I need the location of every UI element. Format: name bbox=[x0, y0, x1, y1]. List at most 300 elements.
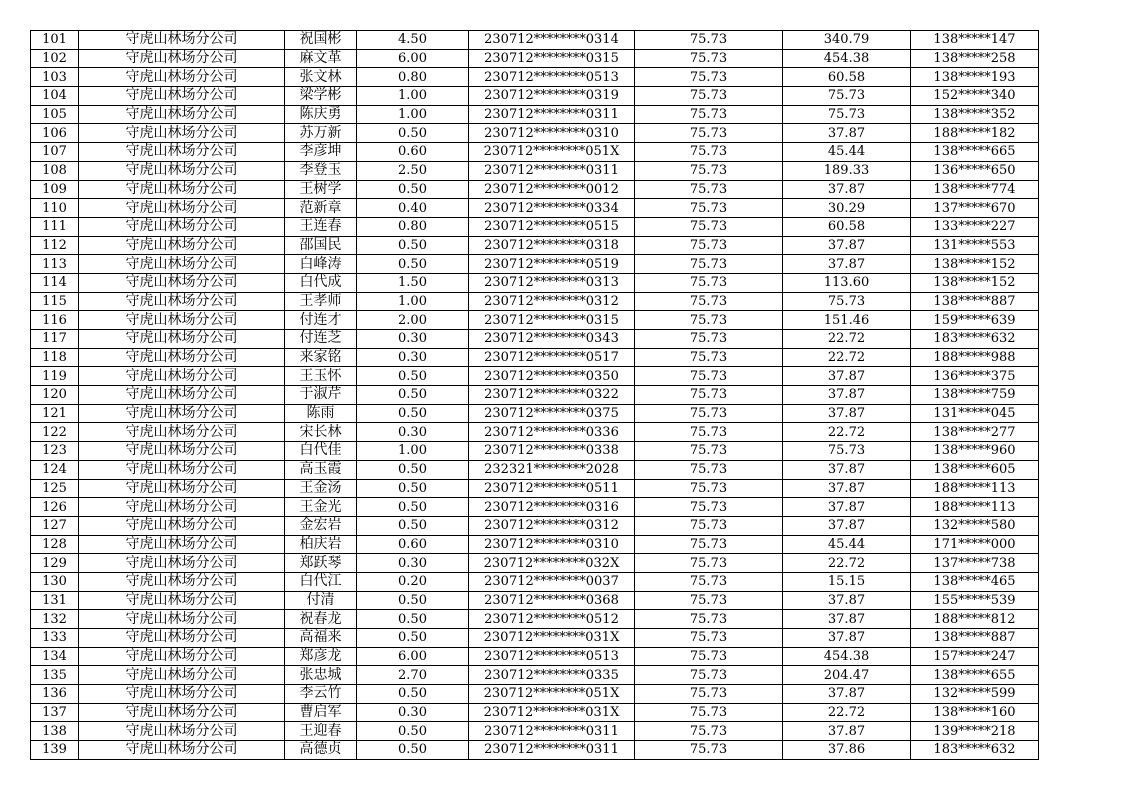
area-cell: 0.50 bbox=[357, 479, 469, 498]
name-cell: 梁学彬 bbox=[285, 87, 357, 106]
table-row bbox=[31, 591, 1039, 610]
area-cell: 0.50 bbox=[357, 629, 469, 648]
amount-cell: 22.72 bbox=[783, 554, 911, 573]
phone-cell: 138*****605 bbox=[911, 460, 1039, 479]
row-number-cell: 135 bbox=[31, 666, 79, 685]
name-cell: 白代江 bbox=[285, 572, 357, 591]
table-row bbox=[31, 722, 1039, 741]
unit-price-cell: 75.73 bbox=[635, 554, 783, 573]
phone-cell: 188*****812 bbox=[911, 610, 1039, 629]
row-number-cell: 132 bbox=[31, 610, 79, 629]
table-row bbox=[31, 572, 1039, 591]
area-cell: 0.50 bbox=[357, 685, 469, 704]
area-cell: 0.50 bbox=[357, 516, 469, 535]
name-cell: 宋长林 bbox=[285, 423, 357, 442]
area-cell: 1.00 bbox=[357, 292, 469, 311]
area-cell: 0.50 bbox=[357, 722, 469, 741]
id-number-cell: 230712********0375 bbox=[469, 404, 635, 423]
row-number-cell: 122 bbox=[31, 423, 79, 442]
area-cell: 0.50 bbox=[357, 367, 469, 386]
company-cell: 守虎山林场分公司 bbox=[79, 180, 285, 199]
company-cell: 守虎山林场分公司 bbox=[79, 535, 285, 554]
amount-cell: 37.87 bbox=[783, 479, 911, 498]
company-cell: 守虎山林场分公司 bbox=[79, 217, 285, 236]
row-number-cell: 126 bbox=[31, 498, 79, 517]
row-number-cell: 133 bbox=[31, 629, 79, 648]
id-number-cell: 230712********0315 bbox=[469, 49, 635, 68]
amount-cell: 22.72 bbox=[783, 330, 911, 349]
unit-price-cell: 75.73 bbox=[635, 161, 783, 180]
company-cell: 守虎山林场分公司 bbox=[79, 741, 285, 760]
area-cell: 0.50 bbox=[357, 236, 469, 255]
table-row bbox=[31, 180, 1039, 199]
company-cell: 守虎山林场分公司 bbox=[79, 386, 285, 405]
amount-cell: 37.87 bbox=[783, 255, 911, 274]
amount-cell: 37.87 bbox=[783, 236, 911, 255]
id-number-cell: 230712********032X bbox=[469, 554, 635, 573]
phone-cell: 171*****000 bbox=[911, 535, 1039, 554]
row-number-cell: 118 bbox=[31, 348, 79, 367]
area-cell: 0.50 bbox=[357, 610, 469, 629]
amount-cell: 37.87 bbox=[783, 180, 911, 199]
phone-cell: 138*****352 bbox=[911, 105, 1039, 124]
area-cell: 0.60 bbox=[357, 535, 469, 554]
name-cell: 苏万新 bbox=[285, 124, 357, 143]
name-cell: 王玉怀 bbox=[285, 367, 357, 386]
company-cell: 守虎山林场分公司 bbox=[79, 273, 285, 292]
table-row bbox=[31, 629, 1039, 648]
amount-cell: 37.87 bbox=[783, 124, 911, 143]
amount-cell: 37.87 bbox=[783, 498, 911, 517]
name-cell: 金宏岩 bbox=[285, 516, 357, 535]
id-number-cell: 230712********0335 bbox=[469, 666, 635, 685]
id-number-cell: 232321********2028 bbox=[469, 460, 635, 479]
row-number-cell: 102 bbox=[31, 49, 79, 68]
row-number-cell: 101 bbox=[31, 31, 79, 50]
amount-cell: 37.87 bbox=[783, 404, 911, 423]
table-row bbox=[31, 161, 1039, 180]
id-number-cell: 230712********0311 bbox=[469, 722, 635, 741]
name-cell: 陈雨 bbox=[285, 404, 357, 423]
unit-price-cell: 75.73 bbox=[635, 180, 783, 199]
amount-cell: 22.72 bbox=[783, 348, 911, 367]
table-row bbox=[31, 703, 1039, 722]
amount-cell: 75.73 bbox=[783, 105, 911, 124]
name-cell: 张忠城 bbox=[285, 666, 357, 685]
row-number-cell: 123 bbox=[31, 442, 79, 461]
unit-price-cell: 75.73 bbox=[635, 610, 783, 629]
area-cell: 4.50 bbox=[357, 31, 469, 50]
area-cell: 6.00 bbox=[357, 647, 469, 666]
company-cell: 守虎山林场分公司 bbox=[79, 236, 285, 255]
phone-cell: 138*****147 bbox=[911, 31, 1039, 50]
unit-price-cell: 75.73 bbox=[635, 741, 783, 760]
amount-cell: 151.46 bbox=[783, 311, 911, 330]
table-body bbox=[31, 31, 1039, 760]
name-cell: 李登玉 bbox=[285, 161, 357, 180]
id-number-cell: 230712********0314 bbox=[469, 31, 635, 50]
company-cell: 守虎山林场分公司 bbox=[79, 610, 285, 629]
unit-price-cell: 75.73 bbox=[635, 311, 783, 330]
amount-cell: 37.86 bbox=[783, 741, 911, 760]
id-number-cell: 230712********0310 bbox=[469, 535, 635, 554]
phone-cell: 137*****670 bbox=[911, 199, 1039, 218]
id-number-cell: 230712********051X bbox=[469, 143, 635, 162]
name-cell: 柏庆岩 bbox=[285, 535, 357, 554]
unit-price-cell: 75.73 bbox=[635, 423, 783, 442]
phone-cell: 188*****113 bbox=[911, 479, 1039, 498]
amount-cell: 454.38 bbox=[783, 647, 911, 666]
phone-cell: 138*****152 bbox=[911, 273, 1039, 292]
unit-price-cell: 75.73 bbox=[635, 572, 783, 591]
row-number-cell: 120 bbox=[31, 386, 79, 405]
amount-cell: 60.58 bbox=[783, 68, 911, 87]
row-number-cell: 127 bbox=[31, 516, 79, 535]
row-number-cell: 115 bbox=[31, 292, 79, 311]
company-cell: 守虎山林场分公司 bbox=[79, 591, 285, 610]
row-number-cell: 113 bbox=[31, 255, 79, 274]
row-number-cell: 137 bbox=[31, 703, 79, 722]
row-number-cell: 124 bbox=[31, 460, 79, 479]
area-cell: 1.00 bbox=[357, 442, 469, 461]
phone-cell: 136*****375 bbox=[911, 367, 1039, 386]
id-number-cell: 230712********0311 bbox=[469, 161, 635, 180]
amount-cell: 45.44 bbox=[783, 143, 911, 162]
amount-cell: 60.58 bbox=[783, 217, 911, 236]
area-cell: 0.50 bbox=[357, 404, 469, 423]
company-cell: 守虎山林场分公司 bbox=[79, 666, 285, 685]
name-cell: 王迎春 bbox=[285, 722, 357, 741]
unit-price-cell: 75.73 bbox=[635, 68, 783, 87]
name-cell: 白代佳 bbox=[285, 442, 357, 461]
amount-cell: 340.79 bbox=[783, 31, 911, 50]
phone-cell: 188*****182 bbox=[911, 124, 1039, 143]
name-cell: 陈庆勇 bbox=[285, 105, 357, 124]
name-cell: 王孝师 bbox=[285, 292, 357, 311]
id-number-cell: 230712********0334 bbox=[469, 199, 635, 218]
id-number-cell: 230712********0368 bbox=[469, 591, 635, 610]
row-number-cell: 108 bbox=[31, 161, 79, 180]
unit-price-cell: 75.73 bbox=[635, 330, 783, 349]
area-cell: 0.30 bbox=[357, 348, 469, 367]
company-cell: 守虎山林场分公司 bbox=[79, 647, 285, 666]
table-row bbox=[31, 479, 1039, 498]
table-row bbox=[31, 386, 1039, 405]
area-cell: 0.80 bbox=[357, 68, 469, 87]
row-number-cell: 125 bbox=[31, 479, 79, 498]
company-cell: 守虎山林场分公司 bbox=[79, 311, 285, 330]
row-number-cell: 116 bbox=[31, 311, 79, 330]
row-number-cell: 105 bbox=[31, 105, 79, 124]
area-cell: 2.50 bbox=[357, 161, 469, 180]
row-number-cell: 134 bbox=[31, 647, 79, 666]
unit-price-cell: 75.73 bbox=[635, 722, 783, 741]
company-cell: 守虎山林场分公司 bbox=[79, 572, 285, 591]
area-cell: 1.50 bbox=[357, 273, 469, 292]
company-cell: 守虎山林场分公司 bbox=[79, 554, 285, 573]
company-cell: 守虎山林场分公司 bbox=[79, 460, 285, 479]
id-number-cell: 230712********0313 bbox=[469, 273, 635, 292]
unit-price-cell: 75.73 bbox=[635, 105, 783, 124]
table-row bbox=[31, 554, 1039, 573]
row-number-cell: 107 bbox=[31, 143, 79, 162]
phone-cell: 131*****045 bbox=[911, 404, 1039, 423]
amount-cell: 37.87 bbox=[783, 460, 911, 479]
phone-cell: 159*****639 bbox=[911, 311, 1039, 330]
row-number-cell: 130 bbox=[31, 572, 79, 591]
phone-cell: 138*****465 bbox=[911, 572, 1039, 591]
table-row bbox=[31, 199, 1039, 218]
area-cell: 0.60 bbox=[357, 143, 469, 162]
unit-price-cell: 75.73 bbox=[635, 143, 783, 162]
area-cell: 0.30 bbox=[357, 330, 469, 349]
unit-price-cell: 75.73 bbox=[635, 535, 783, 554]
name-cell: 郑彦龙 bbox=[285, 647, 357, 666]
id-number-cell: 230712********0338 bbox=[469, 442, 635, 461]
company-cell: 守虎山林场分公司 bbox=[79, 516, 285, 535]
name-cell: 邵国民 bbox=[285, 236, 357, 255]
table-row bbox=[31, 292, 1039, 311]
unit-price-cell: 75.73 bbox=[635, 685, 783, 704]
row-number-cell: 119 bbox=[31, 367, 79, 386]
name-cell: 王树学 bbox=[285, 180, 357, 199]
row-number-cell: 103 bbox=[31, 68, 79, 87]
unit-price-cell: 75.73 bbox=[635, 629, 783, 648]
area-cell: 0.50 bbox=[357, 591, 469, 610]
row-number-cell: 106 bbox=[31, 124, 79, 143]
row-number-cell: 131 bbox=[31, 591, 79, 610]
id-number-cell: 230712********0310 bbox=[469, 124, 635, 143]
id-number-cell: 230712********0311 bbox=[469, 105, 635, 124]
area-cell: 0.20 bbox=[357, 572, 469, 591]
phone-cell: 132*****580 bbox=[911, 516, 1039, 535]
amount-cell: 204.47 bbox=[783, 666, 911, 685]
row-number-cell: 117 bbox=[31, 330, 79, 349]
name-cell: 付连芝 bbox=[285, 330, 357, 349]
name-cell: 来家铭 bbox=[285, 348, 357, 367]
id-number-cell: 230712********0517 bbox=[469, 348, 635, 367]
unit-price-cell: 75.73 bbox=[635, 199, 783, 218]
row-number-cell: 110 bbox=[31, 199, 79, 218]
unit-price-cell: 75.73 bbox=[635, 87, 783, 106]
phone-cell: 138*****774 bbox=[911, 180, 1039, 199]
phone-cell: 138*****655 bbox=[911, 666, 1039, 685]
row-number-cell: 112 bbox=[31, 236, 79, 255]
unit-price-cell: 75.73 bbox=[635, 49, 783, 68]
table-row bbox=[31, 311, 1039, 330]
unit-price-cell: 75.73 bbox=[635, 217, 783, 236]
area-cell: 2.70 bbox=[357, 666, 469, 685]
table-row bbox=[31, 610, 1039, 629]
id-number-cell: 230712********031X bbox=[469, 703, 635, 722]
id-number-cell: 230712********031X bbox=[469, 629, 635, 648]
area-cell: 0.50 bbox=[357, 386, 469, 405]
company-cell: 守虎山林场分公司 bbox=[79, 161, 285, 180]
unit-price-cell: 75.73 bbox=[635, 498, 783, 517]
area-cell: 0.50 bbox=[357, 498, 469, 517]
name-cell: 于淑芹 bbox=[285, 386, 357, 405]
phone-cell: 131*****553 bbox=[911, 236, 1039, 255]
area-cell: 0.30 bbox=[357, 703, 469, 722]
row-number-cell: 121 bbox=[31, 404, 79, 423]
company-cell: 守虎山林场分公司 bbox=[79, 49, 285, 68]
row-number-cell: 128 bbox=[31, 535, 79, 554]
company-cell: 守虎山林场分公司 bbox=[79, 105, 285, 124]
table-row bbox=[31, 442, 1039, 461]
unit-price-cell: 75.73 bbox=[635, 124, 783, 143]
area-cell: 6.00 bbox=[357, 49, 469, 68]
table-row bbox=[31, 330, 1039, 349]
table-row bbox=[31, 404, 1039, 423]
unit-price-cell: 75.73 bbox=[635, 31, 783, 50]
amount-cell: 37.87 bbox=[783, 610, 911, 629]
phone-cell: 188*****988 bbox=[911, 348, 1039, 367]
company-cell: 守虎山林场分公司 bbox=[79, 143, 285, 162]
table-row bbox=[31, 516, 1039, 535]
id-number-cell: 230712********0318 bbox=[469, 236, 635, 255]
unit-price-cell: 75.73 bbox=[635, 367, 783, 386]
unit-price-cell: 75.73 bbox=[635, 236, 783, 255]
id-number-cell: 230712********0336 bbox=[469, 423, 635, 442]
phone-cell: 132*****599 bbox=[911, 685, 1039, 704]
name-cell: 付清 bbox=[285, 591, 357, 610]
unit-price-cell: 75.73 bbox=[635, 255, 783, 274]
name-cell: 曹启军 bbox=[285, 703, 357, 722]
phone-cell: 157*****247 bbox=[911, 647, 1039, 666]
amount-cell: 75.73 bbox=[783, 292, 911, 311]
amount-cell: 454.38 bbox=[783, 49, 911, 68]
unit-price-cell: 75.73 bbox=[635, 348, 783, 367]
company-cell: 守虎山林场分公司 bbox=[79, 87, 285, 106]
name-cell: 王连春 bbox=[285, 217, 357, 236]
amount-cell: 75.73 bbox=[783, 442, 911, 461]
company-cell: 守虎山林场分公司 bbox=[79, 479, 285, 498]
row-number-cell: 111 bbox=[31, 217, 79, 236]
id-number-cell: 230712********0319 bbox=[469, 87, 635, 106]
company-cell: 守虎山林场分公司 bbox=[79, 124, 285, 143]
area-cell: 1.00 bbox=[357, 105, 469, 124]
id-number-cell: 230712********051X bbox=[469, 685, 635, 704]
name-cell: 张文林 bbox=[285, 68, 357, 87]
id-number-cell: 230712********0350 bbox=[469, 367, 635, 386]
data-table bbox=[30, 30, 1039, 760]
amount-cell: 37.87 bbox=[783, 367, 911, 386]
id-number-cell: 230712********0519 bbox=[469, 255, 635, 274]
id-number-cell: 230712********0311 bbox=[469, 741, 635, 760]
id-number-cell: 230712********0312 bbox=[469, 516, 635, 535]
company-cell: 守虎山林场分公司 bbox=[79, 703, 285, 722]
company-cell: 守虎山林场分公司 bbox=[79, 367, 285, 386]
table-row bbox=[31, 236, 1039, 255]
phone-cell: 138*****277 bbox=[911, 423, 1039, 442]
amount-cell: 37.87 bbox=[783, 722, 911, 741]
phone-cell: 138*****152 bbox=[911, 255, 1039, 274]
area-cell: 0.50 bbox=[357, 255, 469, 274]
table-row bbox=[31, 460, 1039, 479]
id-number-cell: 230712********0315 bbox=[469, 311, 635, 330]
table-row bbox=[31, 273, 1039, 292]
table-row bbox=[31, 348, 1039, 367]
unit-price-cell: 75.73 bbox=[635, 442, 783, 461]
id-number-cell: 230712********0515 bbox=[469, 217, 635, 236]
amount-cell: 113.60 bbox=[783, 273, 911, 292]
amount-cell: 75.73 bbox=[783, 87, 911, 106]
table-row bbox=[31, 685, 1039, 704]
phone-cell: 138*****887 bbox=[911, 629, 1039, 648]
phone-cell: 152*****340 bbox=[911, 87, 1039, 106]
unit-price-cell: 75.73 bbox=[635, 647, 783, 666]
phone-cell: 136*****650 bbox=[911, 161, 1039, 180]
id-number-cell: 230712********0513 bbox=[469, 68, 635, 87]
area-cell: 0.50 bbox=[357, 741, 469, 760]
id-number-cell: 230712********0312 bbox=[469, 292, 635, 311]
table-row bbox=[31, 217, 1039, 236]
name-cell: 祝国彬 bbox=[285, 31, 357, 50]
unit-price-cell: 75.73 bbox=[635, 703, 783, 722]
id-number-cell: 230712********0012 bbox=[469, 180, 635, 199]
amount-cell: 37.87 bbox=[783, 685, 911, 704]
company-cell: 守虎山林场分公司 bbox=[79, 423, 285, 442]
company-cell: 守虎山林场分公司 bbox=[79, 498, 285, 517]
phone-cell: 138*****193 bbox=[911, 68, 1039, 87]
phone-cell: 138*****665 bbox=[911, 143, 1039, 162]
table-row bbox=[31, 741, 1039, 760]
row-number-cell: 129 bbox=[31, 554, 79, 573]
company-cell: 守虎山林场分公司 bbox=[79, 255, 285, 274]
unit-price-cell: 75.73 bbox=[635, 386, 783, 405]
area-cell: 1.00 bbox=[357, 87, 469, 106]
name-cell: 白峰涛 bbox=[285, 255, 357, 274]
phone-cell: 155*****539 bbox=[911, 591, 1039, 610]
name-cell: 付连才 bbox=[285, 311, 357, 330]
phone-cell: 138*****960 bbox=[911, 442, 1039, 461]
row-number-cell: 114 bbox=[31, 273, 79, 292]
name-cell: 郑跃琴 bbox=[285, 554, 357, 573]
name-cell: 王金光 bbox=[285, 498, 357, 517]
area-cell: 0.80 bbox=[357, 217, 469, 236]
phone-cell: 133*****227 bbox=[911, 217, 1039, 236]
row-number-cell: 139 bbox=[31, 741, 79, 760]
company-cell: 守虎山林场分公司 bbox=[79, 348, 285, 367]
phone-cell: 183*****632 bbox=[911, 741, 1039, 760]
table-row bbox=[31, 68, 1039, 87]
amount-cell: 37.87 bbox=[783, 629, 911, 648]
id-number-cell: 230712********0322 bbox=[469, 386, 635, 405]
company-cell: 守虎山林场分公司 bbox=[79, 629, 285, 648]
unit-price-cell: 75.73 bbox=[635, 666, 783, 685]
area-cell: 0.50 bbox=[357, 180, 469, 199]
row-number-cell: 138 bbox=[31, 722, 79, 741]
phone-cell: 138*****160 bbox=[911, 703, 1039, 722]
area-cell: 0.50 bbox=[357, 460, 469, 479]
unit-price-cell: 75.73 bbox=[635, 516, 783, 535]
id-number-cell: 230712********0037 bbox=[469, 572, 635, 591]
company-cell: 守虎山林场分公司 bbox=[79, 722, 285, 741]
table-row bbox=[31, 49, 1039, 68]
unit-price-cell: 75.73 bbox=[635, 460, 783, 479]
name-cell: 高玉霞 bbox=[285, 460, 357, 479]
amount-cell: 22.72 bbox=[783, 423, 911, 442]
name-cell: 范新章 bbox=[285, 199, 357, 218]
table-row bbox=[31, 143, 1039, 162]
table-row bbox=[31, 498, 1039, 517]
name-cell: 麻文革 bbox=[285, 49, 357, 68]
table-row bbox=[31, 105, 1039, 124]
phone-cell: 138*****258 bbox=[911, 49, 1039, 68]
amount-cell: 37.87 bbox=[783, 516, 911, 535]
table-row bbox=[31, 87, 1039, 106]
company-cell: 守虎山林场分公司 bbox=[79, 199, 285, 218]
